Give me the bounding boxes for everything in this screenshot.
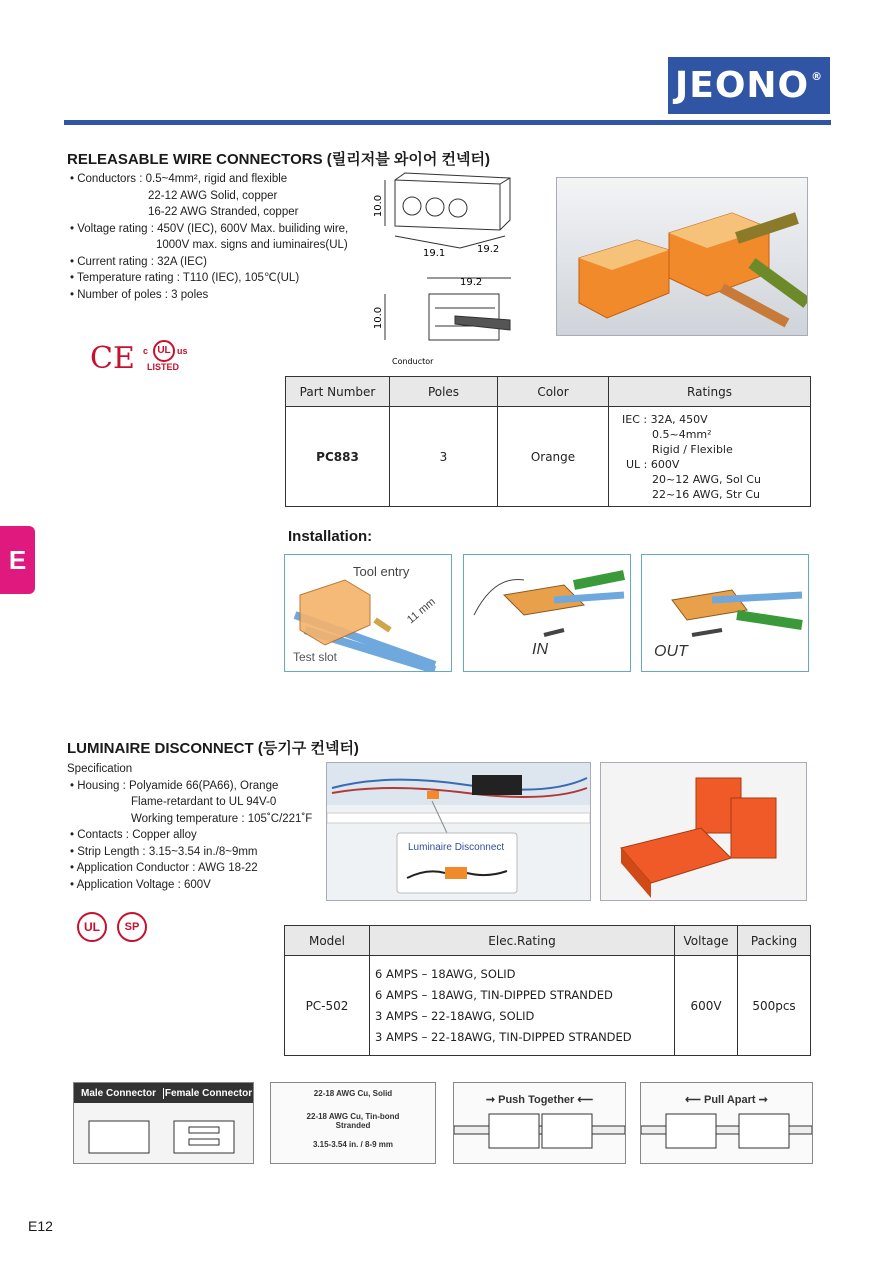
- td-elec-rating: [370, 956, 675, 1056]
- install-step-1: [284, 554, 452, 672]
- install-step-3: [641, 554, 809, 672]
- out-label: OUT: [654, 643, 688, 660]
- th-voltage: Voltage: [675, 926, 738, 956]
- install-step-2: [463, 554, 631, 672]
- table-row: [285, 956, 811, 1056]
- spec-heading: Specification: [67, 763, 133, 775]
- th-part-number: Part Number: [286, 377, 390, 407]
- ce-mark: CE: [90, 341, 135, 376]
- ul-us: us: [177, 346, 188, 356]
- tin-wire-label: 22-18 AWG Cu, Tin-bond Stranded: [306, 1112, 400, 1130]
- orange-connector-illustration: [601, 763, 806, 900]
- th-ratings: Ratings: [609, 377, 811, 407]
- diagram-wire-spec: [270, 1082, 436, 1164]
- test-slot-label: Test slot: [293, 650, 338, 664]
- td-color: Orange: [498, 407, 609, 507]
- page-number: E12: [28, 1218, 53, 1234]
- section2-title: LUMINAIRE DISCONNECT (등기구 컨넥터): [67, 740, 359, 757]
- spec-line: • Application Voltage : 600V: [70, 878, 211, 891]
- section2-specs: [67, 761, 327, 893]
- spec-line: • Conductors : 0.5~4mm², rigid and flexible: [70, 173, 288, 185]
- rating-line: 3 AMPS – 22-18AWG, TIN-DIPPED STRANDED: [375, 1029, 632, 1044]
- brand-name: JEONO: [674, 65, 810, 106]
- diagram-header: [74, 1083, 253, 1103]
- luminaire-photo-label: Luminaire Disconnect: [408, 842, 505, 853]
- pull-caption: ⟵ Pull Apart ➞: [685, 1094, 768, 1106]
- conductor-label: Conductor: [392, 357, 434, 366]
- connector-illustration: [557, 178, 807, 335]
- spec-line: • Number of poles : 3 poles: [70, 288, 209, 301]
- spec-line: • Contacts : Copper alloy: [70, 829, 197, 841]
- luminaire-illustration: [327, 763, 590, 900]
- th-model: Model: [285, 926, 370, 956]
- spec-line: • Voltage rating : 450V (IEC), 600V Max. builiding wire,: [70, 222, 349, 235]
- td-voltage: 600V: [675, 956, 738, 1056]
- male-label: Male Connector: [74, 1088, 164, 1099]
- dim-height-2: 10.0: [373, 306, 384, 330]
- spec-line: 1000V max. signs and iuminaires(UL): [156, 239, 348, 251]
- ul-mark: UL: [77, 912, 107, 942]
- th-poles: Poles: [390, 377, 498, 407]
- rating-line: IEC : 32A, 450V: [622, 412, 708, 426]
- luminaire-connector-photo: [600, 762, 807, 901]
- header-rule: [64, 120, 831, 125]
- in-label: IN: [532, 641, 548, 658]
- ul-listed-mark: [143, 340, 187, 372]
- male-female-drawing: [74, 1103, 253, 1163]
- ul-listed: LISTED: [147, 362, 180, 372]
- strip-length-spec: 3.15-3.54 in. / 8-9 mm: [312, 1140, 394, 1149]
- rating-line: UL : 600V: [626, 457, 680, 471]
- diagram-male-female: [73, 1082, 254, 1164]
- section-tab: E: [0, 526, 35, 594]
- model-table: [284, 925, 811, 1056]
- csa-mark: SP: [117, 912, 147, 942]
- tool-entry-label: Tool entry: [353, 564, 410, 579]
- ul-c: c: [143, 346, 149, 356]
- dim-width-2: 19.2: [477, 244, 500, 255]
- ul-circle: UL: [153, 340, 175, 362]
- push-drawing: [454, 1106, 625, 1156]
- brand-logo: [668, 57, 830, 114]
- installation-title: Installation:: [288, 528, 373, 545]
- luminaire-photo: [326, 762, 591, 901]
- td-part: PC883: [286, 407, 390, 507]
- spec-line: Working temperature : 105˚C/221˚F: [131, 812, 313, 825]
- spec-line: 22-12 AWG Solid, copper: [148, 189, 278, 202]
- connector-photo: [556, 177, 808, 336]
- table-row: [286, 407, 811, 507]
- dim-top: 19.2: [460, 277, 483, 288]
- pull-label: Pull Apart: [704, 1094, 756, 1106]
- rating-line: 3 AMPS – 22-18AWG, SOLID: [375, 1008, 535, 1023]
- td-packing: 500pcs: [738, 956, 811, 1056]
- pull-drawing: [641, 1106, 812, 1156]
- td-poles: 3: [390, 407, 498, 507]
- rating-line: 20~12 AWG, Sol Cu: [652, 472, 761, 486]
- dim-height: 10.0: [373, 194, 384, 218]
- dimension-drawing: [365, 168, 530, 368]
- spec-line: • Temperature rating : T110 (IEC), 105℃(UL): [70, 272, 300, 284]
- rating-line: 6 AMPS – 18AWG, SOLID: [375, 966, 516, 981]
- spec-line: 16-22 AWG Stranded, copper: [148, 206, 299, 218]
- td-ratings: [609, 407, 811, 507]
- diagram-pull: [640, 1082, 813, 1164]
- td-model: PC-502: [285, 956, 370, 1056]
- diagram-push: [453, 1082, 626, 1164]
- section1-title: RELEASABLE WIRE CONNECTORS (릴리저블 와이어 컨넥터): [67, 151, 490, 168]
- brand-reg: ®: [811, 70, 824, 83]
- spec-line: Flame-retardant to UL 94V-0: [131, 796, 277, 808]
- push-label: Push Together: [498, 1094, 575, 1106]
- rating-line: 0.5~4mm²: [652, 427, 712, 441]
- spec-line: • Strip Length : 3.15~3.54 in./8~9mm: [70, 845, 258, 858]
- dim-width-1: 19.1: [423, 248, 446, 259]
- solid-wire-label: 22-18 AWG Cu, Solid: [313, 1089, 393, 1098]
- female-label: Female Connector: [164, 1087, 253, 1099]
- spec-line: • Application Conductor : AWG 18-22: [70, 862, 258, 874]
- part-table: [285, 376, 811, 507]
- spec-line: • Housing : Polyamide 66(PA66), Orange: [70, 779, 279, 792]
- rating-line: Rigid / Flexible: [652, 442, 733, 456]
- push-caption: ➞ Push Together ⟵: [485, 1094, 594, 1106]
- spec-line: • Current rating : 32A (IEC): [70, 255, 207, 268]
- th-color: Color: [498, 377, 609, 407]
- rating-line: 6 AMPS – 18AWG, TIN-DIPPED STRANDED: [375, 987, 613, 1002]
- th-elec-rating: Elec.Rating: [370, 926, 675, 956]
- strip-length-label: 11 mm: [404, 595, 438, 627]
- rating-line: 22~16 AWG, Str Cu: [652, 487, 760, 501]
- th-packing: Packing: [738, 926, 811, 956]
- section1-specs: [70, 171, 370, 303]
